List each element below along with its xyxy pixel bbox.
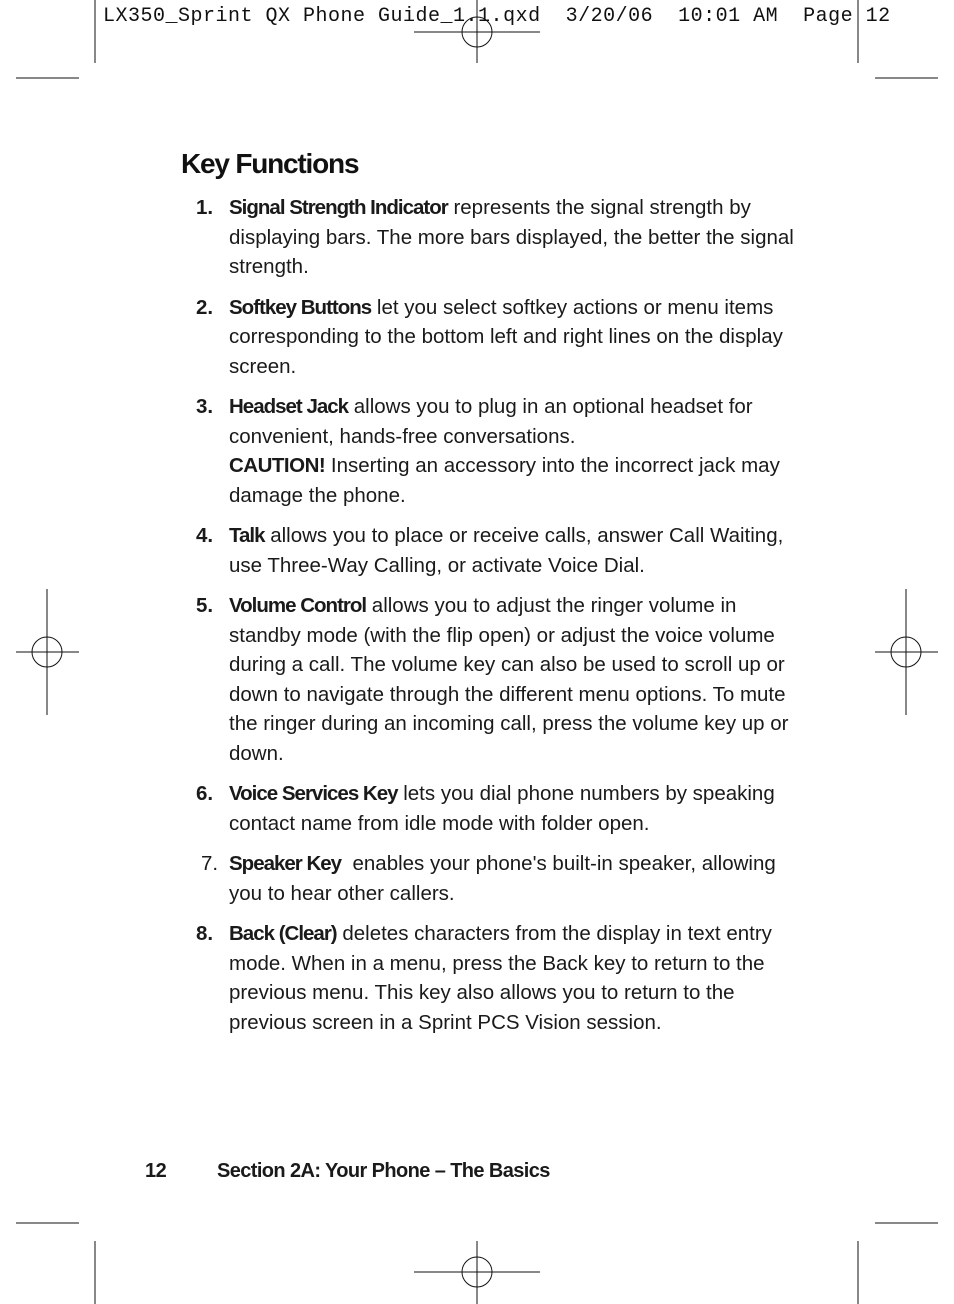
item-text: lets you dial phone numbers by speaking contact name from idle mode with folder open. (229, 782, 775, 835)
page-title: Key Functions (181, 148, 359, 179)
item-number: 6. (196, 782, 214, 805)
item-number: 5. (196, 594, 214, 617)
item-number: 7. (201, 852, 219, 875)
list-item (196, 779, 796, 838)
section-footer: Section 2A: Your Phone – The Basics (217, 1160, 550, 1182)
item-number: 2. (196, 295, 214, 319)
item-text: deletes characters from the display in text entry mode. When in a menu, press the Back key to return to the previous menu. This key also allows you to return to the previous screen in a Sprint PCS Vision session. (229, 922, 772, 1034)
item-number: 4. (196, 524, 214, 547)
list-item (196, 392, 796, 510)
item-text: let you select softkey actions or menu items corresponding to the bottom left and right lines on the display screen. (229, 295, 783, 378)
list-item (196, 521, 796, 580)
list-item (196, 293, 796, 382)
item-number: 3. (196, 395, 214, 418)
caution-text: Inserting an accessory into the incorrect jack may damage the phone. (229, 454, 780, 507)
item-number: 8. (196, 922, 214, 945)
list-item (196, 193, 796, 282)
item-term: Speaker Key (229, 852, 342, 875)
list-item (196, 919, 796, 1037)
item-term: Softkey Buttons (229, 295, 372, 319)
list-item (196, 591, 796, 768)
item-text: allows you to adjust the ringer volume in standby mode (with the flip open) or adjust the voice volume during a call. The volume key can also be used to scroll up or down to navigate through the different menu options. To mute the ringer during an incoming call, press the volume key up or down. (229, 594, 789, 765)
item-number: 1. (196, 196, 214, 219)
item-term: Voice Services Key (229, 782, 398, 805)
caution-label: CAUTION! (229, 454, 326, 477)
item-term: Back (Clear) (229, 922, 337, 945)
caution-note (229, 451, 796, 510)
item-term: Signal Strength Indicator (229, 196, 448, 219)
key-functions-list (196, 193, 796, 1048)
page-number: 12 (145, 1160, 167, 1182)
item-term: Talk (229, 524, 265, 547)
list-item (196, 849, 796, 908)
item-text: enables your phone's built-in speaker, allowing you to hear other callers. (229, 852, 782, 905)
item-term: Headset Jack (229, 395, 349, 418)
item-text: allows you to place or receive calls, answer Call Waiting, use Three-Way Calling, or activate Voice Dial. (229, 524, 784, 577)
item-term: Volume Control (229, 594, 367, 617)
item-text: allows you to plug in an optional headset for convenient, hands-free conversations. (229, 395, 753, 448)
item-text: represents the signal strength by displaying bars. The more bars displayed, the better the signal strength. (229, 196, 794, 278)
file-slug-line: LX350_Sprint QX Phone Guide_1.1.qxd 3/20/06 10:01 AM Page 12 (103, 5, 891, 28)
